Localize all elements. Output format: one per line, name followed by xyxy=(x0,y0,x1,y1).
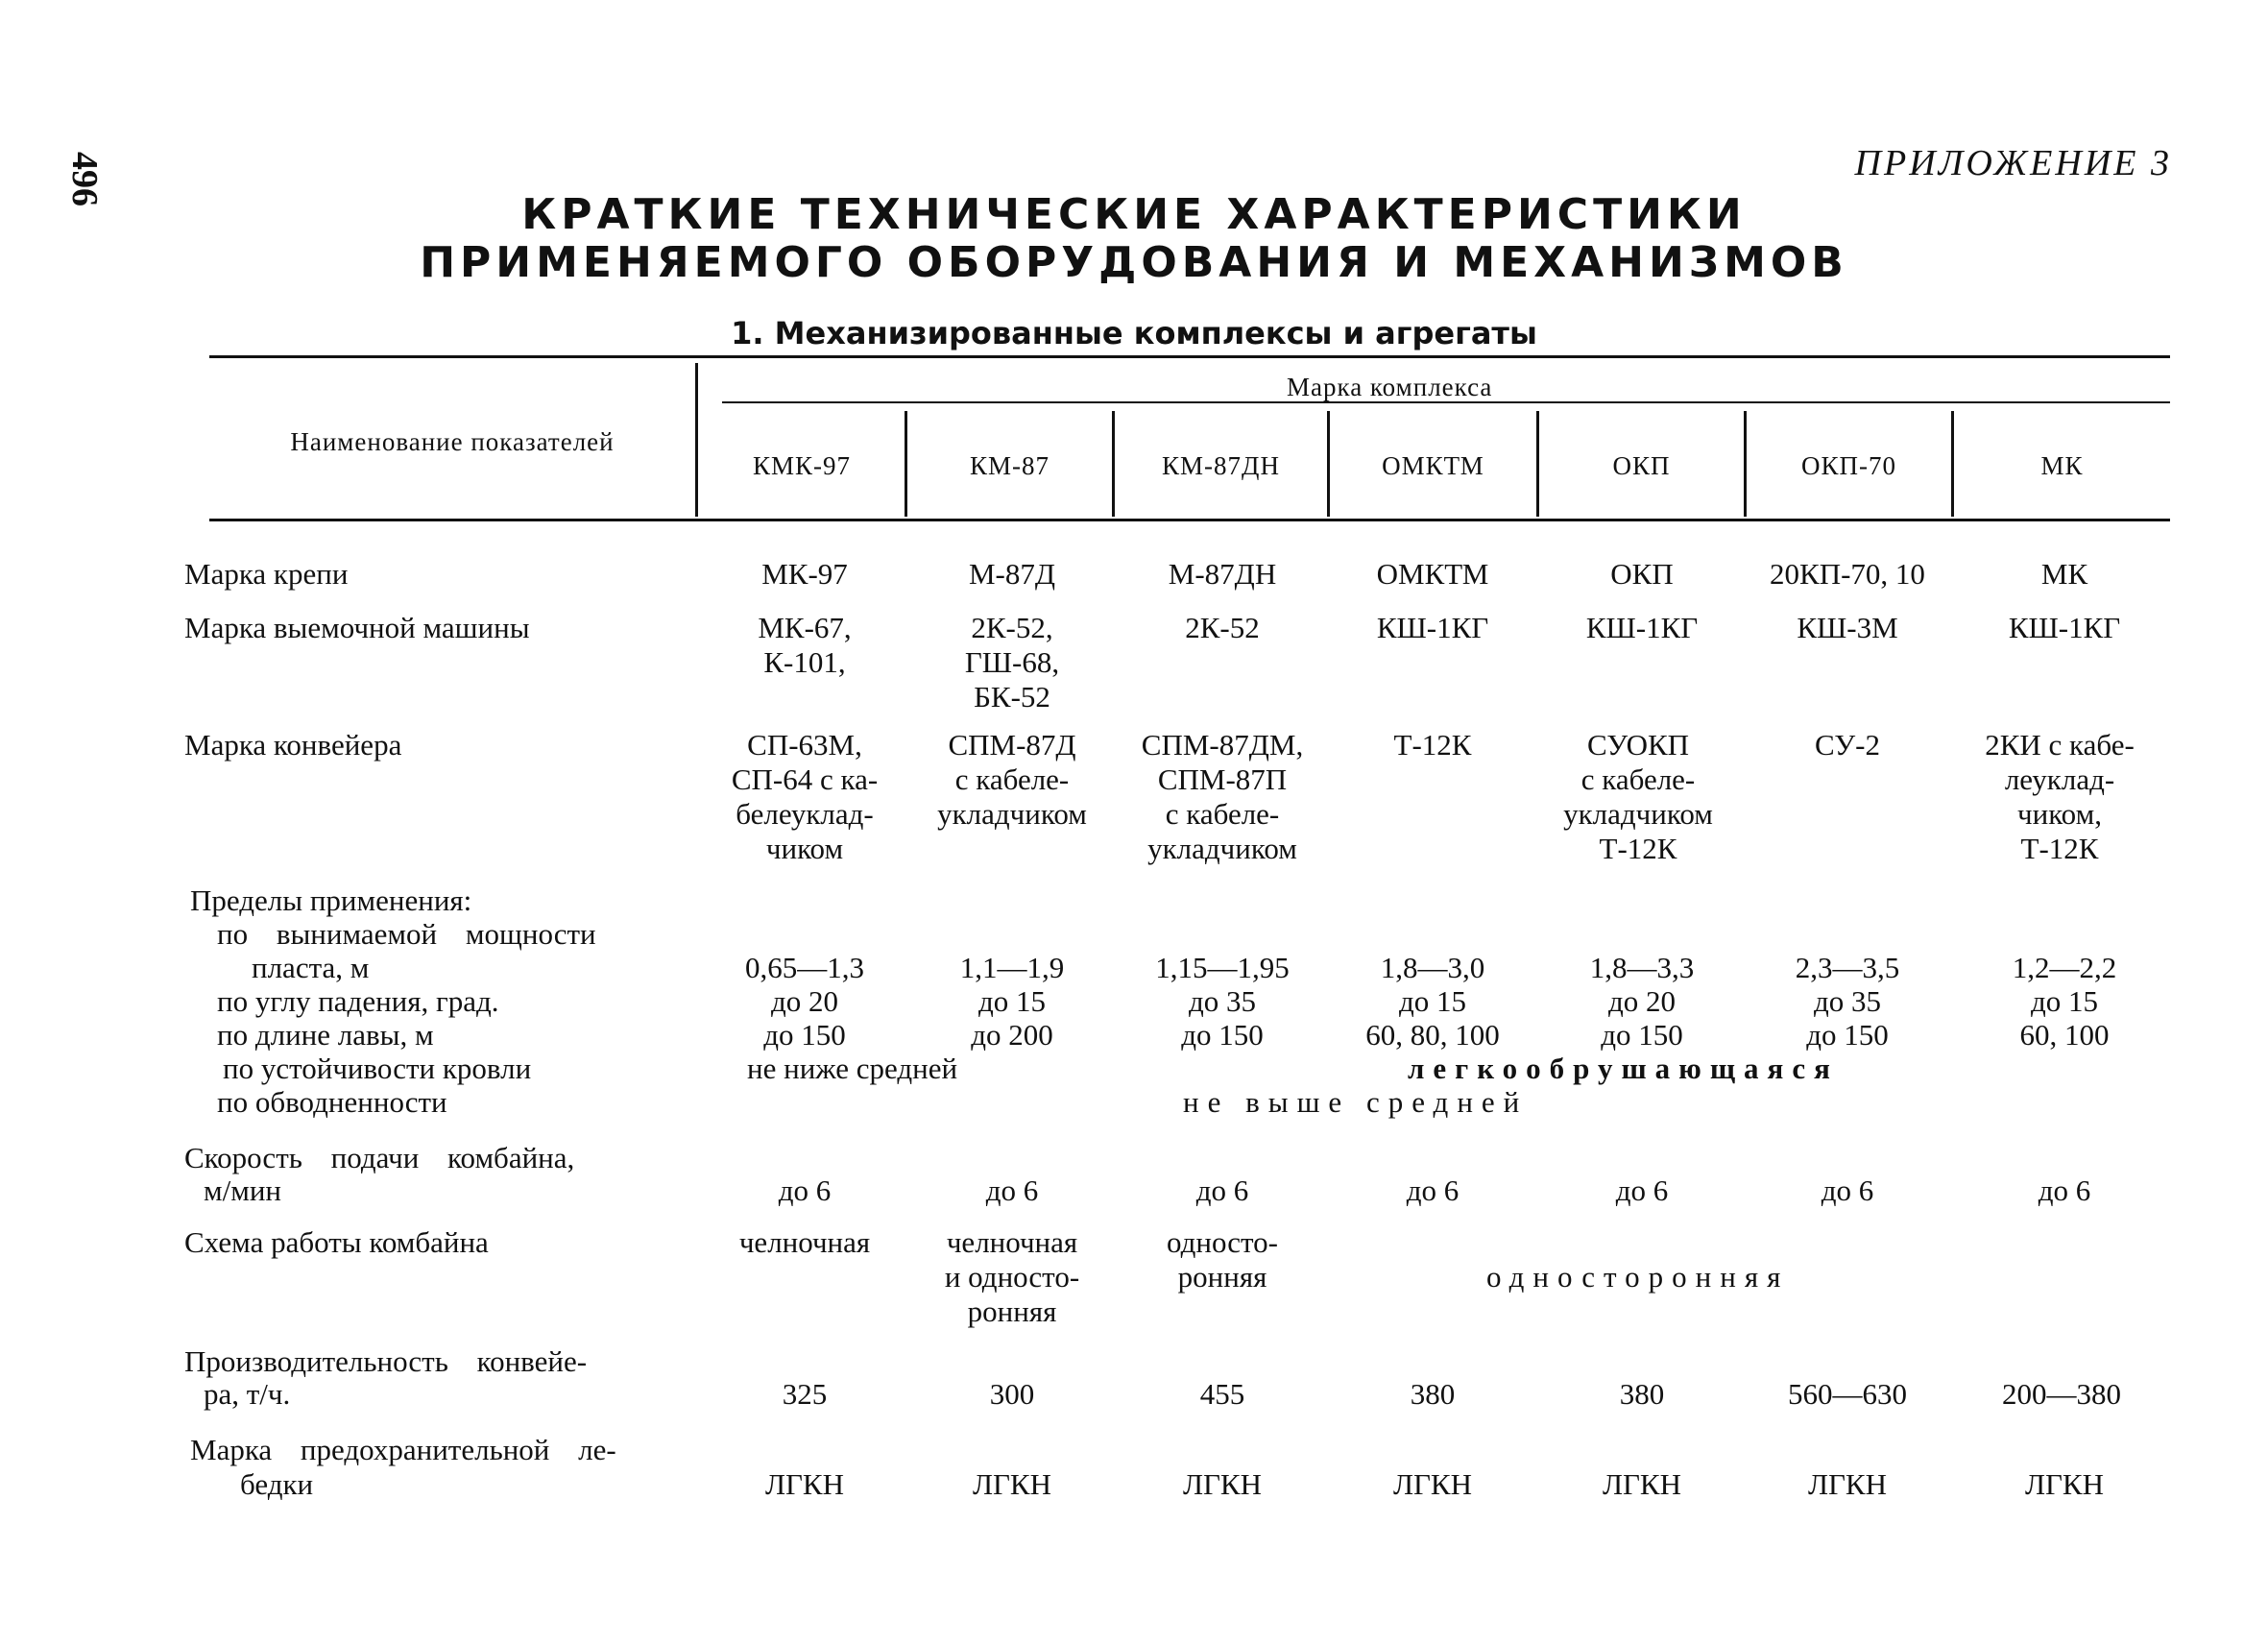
table-cell: челночная и односто- ронняя xyxy=(944,1225,1080,1328)
table-cell: ОКП xyxy=(1610,557,1674,591)
table-cell: 560—630 xyxy=(1788,1377,1907,1411)
table-cell: 380 xyxy=(1410,1377,1456,1411)
row-label-water: по обводненности xyxy=(217,1085,447,1119)
header-column: МК xyxy=(2040,451,2084,480)
table-cell: 60, 80, 100 xyxy=(1365,1018,1500,1052)
table-cell: челночная xyxy=(738,1225,871,1259)
table-cell: 200—380 xyxy=(2002,1377,2121,1411)
table-cell: СУ-2 xyxy=(1814,728,1881,762)
table-cell: ЛГКН xyxy=(1602,1467,1681,1501)
row-label-speed-unit: м/мин xyxy=(204,1173,282,1207)
table-cell: ОМКТМ xyxy=(1376,557,1489,591)
header-column: ОМКТМ xyxy=(1382,451,1484,480)
table-cell: М-87ДН xyxy=(1168,557,1277,591)
merged-cell-roof-right: легкообрушающаяся xyxy=(1408,1052,1839,1085)
table-cell: до 6 xyxy=(1615,1173,1669,1207)
row-label-machine: Марка выемочной машины xyxy=(184,611,530,644)
table-cell: МК-97 xyxy=(761,557,848,591)
merged-cell-scheme: односторонняя xyxy=(1486,1260,1790,1294)
header-name-column: Наименование показателей xyxy=(290,427,615,456)
table-cell: 2КИ с кабе- леуклад- чиком, Т-12К xyxy=(1985,728,2135,865)
table-cell: КШ-1КГ xyxy=(2008,611,2121,644)
row-label-roof: по устойчивости кровли xyxy=(223,1052,532,1085)
table-cell: ЛГКН xyxy=(1807,1467,1887,1501)
table-cell: ЛГКН xyxy=(972,1467,1051,1501)
table-cell: 300 xyxy=(989,1377,1035,1411)
header-bottom-rule xyxy=(209,519,2170,521)
row-label-length: по длине лавы, м xyxy=(217,1018,434,1052)
table-cell: КШ-1КГ xyxy=(1585,611,1699,644)
table-cell: до 6 xyxy=(1406,1173,1460,1207)
table-cell: 1,2—2,2 xyxy=(2012,951,2117,984)
table-cell: до 150 xyxy=(1806,1018,1889,1052)
table-cell: 380 xyxy=(1619,1377,1665,1411)
table-cell: до 150 xyxy=(763,1018,846,1052)
table-cell: КШ-3М xyxy=(1797,611,1898,644)
table-cell: до 6 xyxy=(2038,1173,2091,1207)
table-cell: ЛГКН xyxy=(2024,1467,2104,1501)
table-cell: 1,15—1,95 xyxy=(1155,951,1290,984)
table-cell: СП-63М, СП-64 с ка- белеуклад- чиком xyxy=(731,728,879,865)
table-cell: МК xyxy=(2040,557,2088,591)
appendix-label: ПРИЛОЖЕНИЕ 3 xyxy=(1854,143,2172,183)
row-label-productivity-unit: ра, т/ч. xyxy=(204,1377,291,1411)
header-column: КМ-87ДН xyxy=(1162,451,1280,480)
row-label-scheme: Схема работы комбайна xyxy=(184,1225,489,1259)
table-cell: 325 xyxy=(782,1377,828,1411)
table-cell: 2,3—3,5 xyxy=(1795,951,1900,984)
table-cell: до 20 xyxy=(770,984,839,1018)
page-number: 496 xyxy=(64,152,105,206)
row-label-thickness-unit: пласта, м xyxy=(252,951,370,984)
table-cell: 1,8—3,0 xyxy=(1380,951,1485,984)
title-line-1: КРАТКИЕ ТЕХНИЧЕСКИЕ ХАРАКТЕРИСТИКИ xyxy=(521,190,1747,239)
table-cell: МК-67, К-101, xyxy=(758,611,852,679)
header-column: ОКП-70 xyxy=(1801,451,1896,480)
table-cell: до 6 xyxy=(985,1173,1039,1207)
table-cell: 455 xyxy=(1199,1377,1245,1411)
table-top-rule xyxy=(209,355,2170,358)
table-cell: до 6 xyxy=(1195,1173,1249,1207)
table-cell: 60, 100 xyxy=(2019,1018,2110,1052)
table-cell: до 35 xyxy=(1813,984,1882,1018)
merged-cell-roof-left: не ниже средней xyxy=(747,1052,958,1085)
header-separator xyxy=(695,363,698,517)
table-cell: до 150 xyxy=(1181,1018,1264,1052)
table-cell: до 20 xyxy=(1607,984,1677,1018)
table-cell: до 6 xyxy=(1821,1173,1874,1207)
row-label-winch: Марка предохранительной ле- xyxy=(190,1433,616,1466)
row-label-angle: по углу падения, град. xyxy=(217,984,499,1018)
table-cell: до 15 xyxy=(1398,984,1467,1018)
table-cell: СПМ-87ДМ, СПМ-87П с кабеле- укладчиком xyxy=(1141,728,1304,865)
table-cell: КШ-1КГ xyxy=(1376,611,1489,644)
table-cell: Т-12К xyxy=(1393,728,1472,762)
table-cell: М-87Д xyxy=(968,557,1056,591)
row-label-winch-cont: бедки xyxy=(240,1467,314,1501)
row-label-productivity: Производительность конвейе- xyxy=(184,1344,588,1378)
table-cell: ЛГКН xyxy=(1182,1467,1262,1501)
row-label-support: Марка крепи xyxy=(184,557,349,591)
table-cell: до 15 xyxy=(2030,984,2099,1018)
table-cell: 1,1—1,9 xyxy=(959,951,1065,984)
section-title: 1. Механизированные комплексы и агрегаты xyxy=(731,315,1537,351)
table-cell: до 35 xyxy=(1188,984,1257,1018)
table-cell: СУОКП с кабеле- укладчиком Т-12К xyxy=(1563,728,1713,865)
merged-cell-water: не выше средней xyxy=(1183,1085,1529,1119)
table-cell: до 15 xyxy=(977,984,1047,1018)
table-cell: 2К-52, ГШ-68, БК-52 xyxy=(964,611,1060,714)
table-cell: ЛГКН xyxy=(764,1467,844,1501)
table-cell: 0,65—1,3 xyxy=(745,951,864,984)
header-group-label: Марка комплекса xyxy=(1287,373,1493,401)
table-cell: односто- ронняя xyxy=(1167,1225,1278,1294)
title-line-2: ПРИМЕНЯЕМОГО ОБОРУДОВАНИЯ И МЕХАНИЗМОВ xyxy=(420,238,1848,287)
table-cell: до 6 xyxy=(778,1173,832,1207)
row-label-limits: Пределы применения: xyxy=(190,883,472,917)
table-cell: 1,8—3,3 xyxy=(1589,951,1695,984)
table-cell: ЛГКН xyxy=(1392,1467,1472,1501)
row-label-thickness: по вынимаемой мощности xyxy=(217,917,596,951)
table-cell: 20КП-70, 10 xyxy=(1770,557,1925,591)
row-label-speed: Скорость подачи комбайна, xyxy=(184,1141,575,1174)
header-column: КМ-87 xyxy=(969,451,1050,480)
table-cell: до 150 xyxy=(1601,1018,1683,1052)
header-column: КМК-97 xyxy=(752,451,852,480)
header-column: ОКП xyxy=(1612,451,1671,480)
table-cell: 2К-52 xyxy=(1185,611,1260,644)
table-cell: до 200 xyxy=(971,1018,1053,1052)
row-label-conveyor: Марка конвейера xyxy=(184,728,402,762)
table-cell: СПМ-87Д с кабеле- укладчиком xyxy=(937,728,1087,831)
